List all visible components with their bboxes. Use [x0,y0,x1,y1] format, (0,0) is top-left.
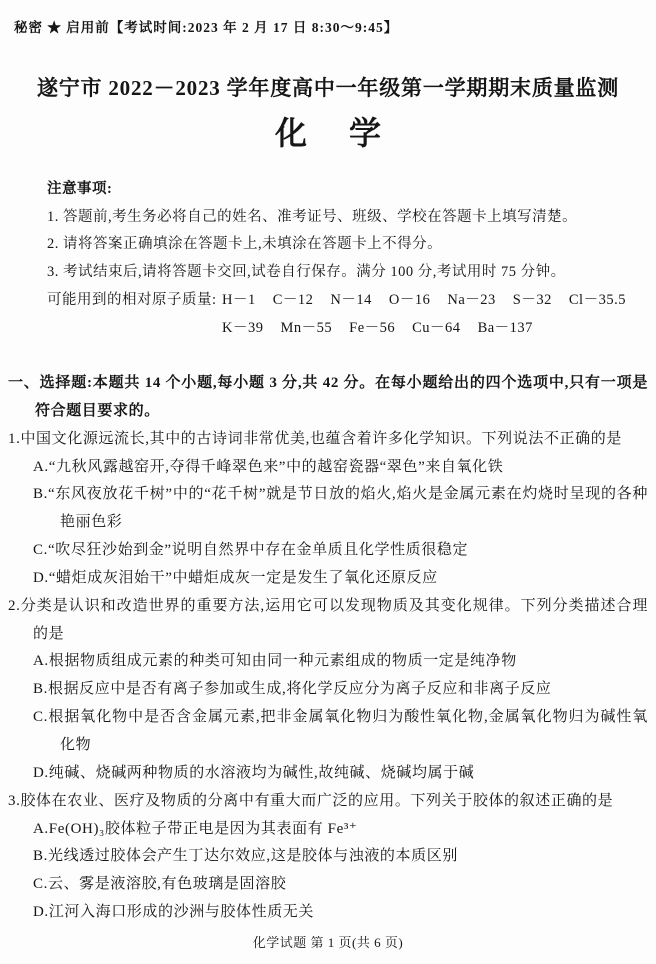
option-c [8,871,648,899]
note-item: 1. 答题前,考生务必将自己的姓名、准考证号、班级、学校在答题卡上填写清楚。 [47,208,578,225]
note-item: 2. 请将答案正确填涂在答题卡上,未填涂在答题卡上不得分。 [47,236,443,253]
option-label: A. [33,653,49,670]
atomic-mass-item: O－16 [388,291,431,308]
atomic-mass-item: Fe－56 [349,319,396,336]
subject-title: 化 学 [274,115,398,151]
question-1 [8,426,648,593]
option-label: B. [33,486,48,503]
option-a [8,454,648,482]
option-label: C. [33,876,48,893]
atomic-masses-spacer [47,315,222,343]
option-d [8,899,648,927]
option-b [8,481,648,537]
option-d [8,760,648,788]
option-label: A. [33,458,49,475]
option-text: 纯碱、烧碱两种物质的水溶液均为碱性,故纯碱、烧碱均属于碱 [48,764,475,781]
atomic-mass-item: N－14 [330,291,372,308]
atomic-mass-item: Cu－64 [412,319,461,336]
question-stem-text: 分类是认识和改造世界的重要方法,运用它可以发现物质及其变化规律。下列分类描述合理的是 [20,597,648,642]
option-a [8,648,648,676]
option-label: D. [33,764,49,781]
question-stem [8,593,648,649]
option-b [8,676,648,704]
question-stem-text: 胶体在农业、医疗及物质的分离中有重大而广泛的应用。下列关于胶体的叙述正确的是 [20,792,614,809]
atomic-mass-item: C－12 [272,291,314,308]
atomic-masses-values [222,287,643,315]
question-stem-text: 中国文化源远流长,其中的古诗词非常优美,也蕴含着许多化学知识。下列说法不正确的是 [20,430,622,447]
option-label: B. [33,848,48,865]
atomic-mass-item: Cl－35.5 [568,291,626,308]
question-stem [8,426,648,454]
section-heading: 一、选择题:本题共 14 个小题,每小题 3 分,共 42 分。在每小题给出的四个选项中,只有一项是符合题目要求的。 [8,375,648,419]
option-label: C. [33,709,48,726]
page-footer: 化学试题 第 1 页(共 6 页) [252,935,404,950]
questions-section [8,370,648,927]
atomic-masses-label: 可能用到的相对原子质量: [47,291,217,308]
option-d [8,565,648,593]
atomic-mass-item: S－32 [512,291,552,308]
atomic-mass-item: Ba－137 [477,319,533,336]
question-number: 2. [8,597,21,614]
question-3 [8,788,648,927]
option-text: 江河入海口形成的沙洲与胶体性质无关 [48,904,314,921]
question-number: 1. [8,430,21,447]
option-text: “东风夜放花千树”中的“花千树”就是节日放的焰火,焰火是金属元素在灼烧时呈现的各种艳丽色彩 [47,486,648,531]
question-number: 3. [8,792,21,809]
atomic-mass-item: Na－23 [447,291,496,308]
option-label: D. [33,569,49,586]
option-text: 根据反应中是否有离子参加或生成,将化学反应分为离子反应和非离子反应 [47,681,552,698]
option-text: “吹尽狂沙始到金”说明自然界中存在金单质且化学性质很稳定 [47,542,469,559]
option-text: “蜡炬成灰泪始干”中蜡炬成灰一定是发生了氧化还原反应 [48,569,438,586]
question-2 [8,593,648,788]
atomic-mass-item: H－1 [222,291,256,308]
option-label: D. [33,904,49,921]
notes-list [47,204,639,287]
option-c [8,704,648,760]
option-b [8,843,648,871]
option-text: 根据氧化物中是否含金属元素,把非金属氧化物归为酸性氧化物,金属氧化物归为碱性氧化物 [47,709,648,753]
atomic-mass-item: K－39 [222,319,264,336]
option-text: “九秋风露越窑开,夺得千峰翠色来”中的越窑瓷器“翠色”来自氧化铁 [48,458,504,475]
option-label: A. [33,820,49,837]
option-a [8,816,648,844]
exam-notes [47,176,639,342]
option-label: B. [33,681,48,698]
option-c [8,537,648,565]
option-text: 光线透过胶体会产生丁达尔效应,这是胶体与浊液的本质区别 [47,848,458,865]
confidential-exam-time-line: 秘密 ★ 启用前【考试时间:2023 年 2 月 17 日 8:30～9:45】 [14,20,399,35]
atomic-mass-item: Mn－55 [280,319,333,336]
atomic-masses-row [47,287,639,315]
question-stem [8,788,648,816]
notes-heading: 注意事项: [47,181,113,197]
exam-title: 遂宁市 2022－2023 学年度高中一年级第一学期期末质量监测 [36,76,620,100]
option-label: C. [33,542,48,559]
option-text: 云、雾是液溶胶,有色玻璃是固溶胶 [47,876,287,893]
option-text: 根据物质组成元素的种类可知由同一种元素组成的物质一定是纯净物 [48,653,517,670]
atomic-masses-values [222,315,550,343]
atomic-masses-row [47,315,639,343]
note-item: 3. 考试结束后,请将答题卡交回,试卷自行保存。满分 100 分,考试用时 75 分钟。 [47,264,566,281]
option-text: Fe(OH)₃胶体粒子带正电是因为其表面有 Fe³⁺ [48,820,358,837]
